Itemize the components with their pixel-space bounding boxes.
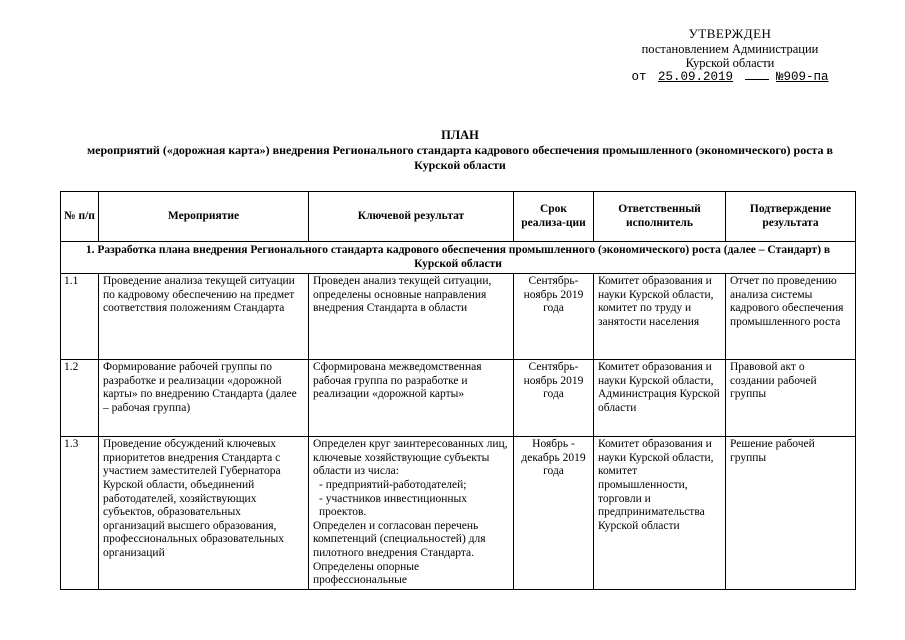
section-1-title: 1. Разработка плана внедрения Регионального стандарта кадрового обеспечения промышленного (экономического) роста (далее – Стандарт) в Курской области	[61, 242, 856, 274]
row-num: 1.2	[61, 360, 99, 437]
list-item: - участников инвестиционных проектов.	[319, 492, 468, 519]
row-term: Сентябрь-ноябрь 2019 года	[514, 274, 594, 360]
approval-line-1: постановлением Администрации	[641, 42, 819, 56]
row-executor: Комитет образования и науки Курской области, комитет по труду и занятости населения	[594, 274, 726, 360]
row-activity: Формирование рабочей группы по разработке и реализации «дорожной карты» по внедрению Стандарта (далее – рабочая группа)	[99, 360, 309, 437]
approved-label: УТВЕРЖДЕН	[688, 26, 772, 41]
header-num: № п/п	[61, 192, 99, 242]
header-activity: Мероприятие	[99, 192, 309, 242]
table-header-row	[61, 192, 856, 242]
approval-date: 25.09.2019	[657, 70, 733, 84]
header-term: Срок реализа-ции	[514, 192, 594, 242]
plan-heading: ПЛАН	[441, 128, 479, 142]
header-executor: Ответственный исполнитель	[594, 192, 726, 242]
row-confirmation: Правовой акт о создании рабочей группы	[726, 360, 856, 437]
table-row	[61, 274, 856, 360]
row-result: Проведен анализ текущей ситуации, определены основные направления внедрения Стандарта в области	[309, 274, 514, 360]
row-term: Сентябрь-ноябрь 2019 года	[514, 360, 594, 437]
row-result	[309, 437, 514, 590]
plan-subtitle: мероприятий («дорожная карта») внедрения Регионального стандарта кадрового обеспечения промышленного (экономического) роста в Курской области	[86, 143, 834, 172]
table-row	[61, 360, 856, 437]
row-executor: Комитет образования и науки Курской области, комитет промышленности, торговли и предпринимательства Курской области	[594, 437, 726, 590]
list-item: - предприятий-работодателей;	[319, 478, 467, 491]
result-list	[313, 479, 509, 520]
table-row	[61, 437, 856, 590]
approval-line-2: Курской области	[685, 56, 775, 70]
approval-number: №909-па	[776, 70, 829, 84]
row-num: 1.3	[61, 437, 99, 590]
date-prefix: от	[631, 70, 647, 84]
row-executor: Комитет образования и науки Курской области, Администрация Курской области	[594, 360, 726, 437]
result-intro: Определен круг заинтересованных лиц, ключевые хозяйствующие субъекты области из числа:	[313, 438, 508, 478]
section-row	[61, 242, 856, 274]
document-title	[60, 128, 860, 173]
approval-date-line	[600, 70, 860, 84]
row-result: Сформирована межведомственная рабочая группа по разработке и реализации «дорожной карты»	[309, 360, 514, 437]
row-term: Ноябрь - декабрь 2019 года	[514, 437, 594, 590]
row-confirmation: Решение рабочей группы	[726, 437, 856, 590]
roadmap-table	[60, 191, 856, 590]
header-confirmation: Подтверждение результата	[726, 192, 856, 242]
row-confirmation: Отчет по проведению анализа системы кадрового обеспечения промышленного роста	[726, 274, 856, 360]
result-after: Определен и согласован перечень компетенций (специальностей) для пилотного внедрения Стандарта. Определены опорные профессиональные	[313, 519, 486, 587]
row-activity: Проведение обсуждений ключевых приоритетов внедрения Стандарта с участием заместителей Губернатора Курской области, объединений работодателей, хозяйствующих субъектов, образовательных организаций высшего образования, профессиональных образовательных организаций	[99, 437, 309, 590]
row-activity: Проведение анализа текущей ситуации по кадровому обеспечению на предмет соответствия положениям Стандарта	[99, 274, 309, 360]
approval-stamp	[600, 27, 860, 84]
row-num: 1.1	[61, 274, 99, 360]
header-result: Ключевой результат	[309, 192, 514, 242]
